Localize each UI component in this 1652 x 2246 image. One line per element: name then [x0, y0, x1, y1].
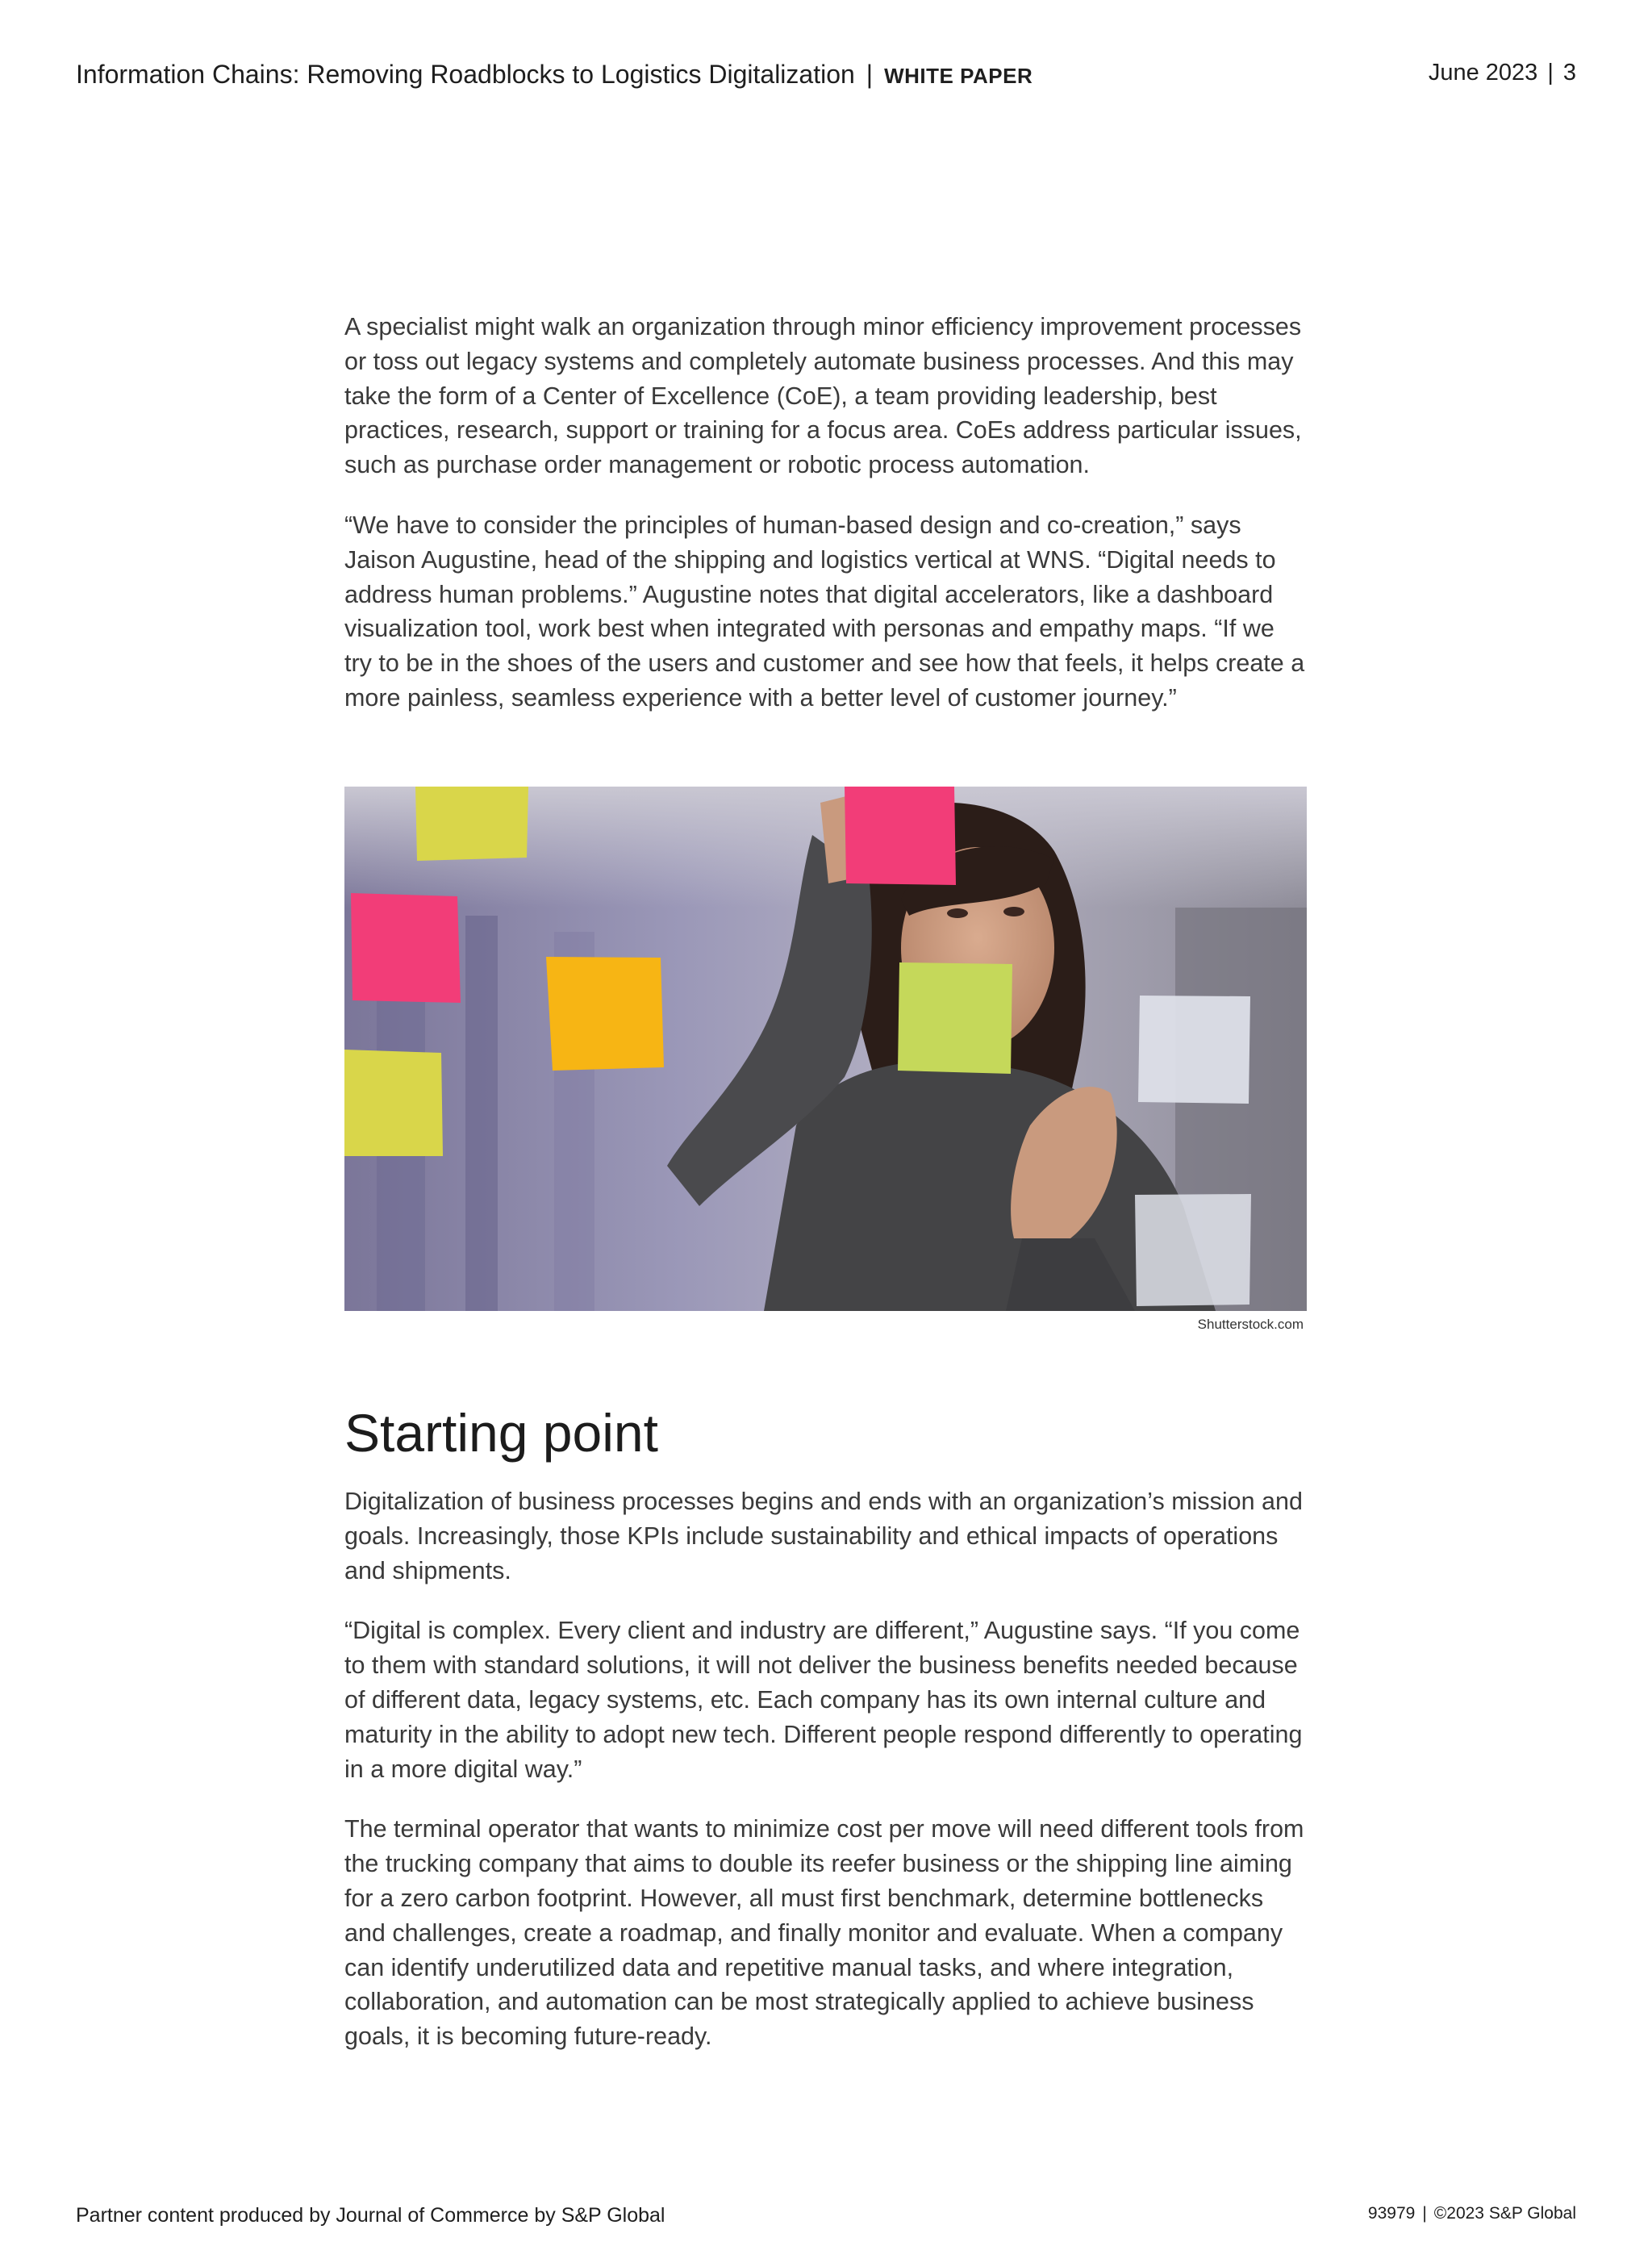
sticky-note-pink: [351, 893, 461, 1003]
woman-sticky-notes-photo: [344, 787, 1307, 1311]
document-title: Information Chains: Removing Roadblocks to Logistics Digitalization: [76, 60, 855, 89]
header-separator: |: [1547, 60, 1554, 86]
publication-date: June 2023: [1428, 60, 1538, 86]
header-date-page: [1429, 60, 1576, 86]
page-number: 3: [1562, 60, 1576, 86]
sticky-note-yellow: [415, 787, 528, 861]
sticky-note-white: [1138, 996, 1250, 1104]
photo-credit: Shutterstock.com: [1197, 1317, 1304, 1332]
sticky-note-lime: [898, 962, 1012, 1074]
photo-figure: [344, 787, 1307, 1333]
paragraph: Digitalization of business processes begins and ends with an organization’s mission and goals. Increasingly, those KPIs include sustainability and ethical impacts of operations and shipments.: [344, 1488, 1303, 1584]
paragraph: A specialist might walk an organization through minor efficiency improvement processes or toss out legacy systems and completely automate business processes. And this may take the form of a Center of Excellence (CoE), a team providing leadership, best practices, research, support or training for a focus area. CoEs address particular issues, such as purchase order management or robotic process automation.: [344, 313, 1302, 479]
paragraph: The terminal operator that wants to minimize cost per move will need different tools from the trucking company that aims to double its reefer business or the shipping line aiming for a zero carbon footprint. However, all must first benchmark, determine bottlenecks and challenges, create a roadmap, and finally monitor and evaluate. When a company can identify underutilized data and repetitive manual tasks, and where integration, collaboration, and automation can be most strategically applied to achieve business goals, it is becoming future-ready.: [344, 1815, 1304, 2051]
header-separator: |: [866, 60, 874, 89]
header-title-group: [76, 60, 1032, 90]
partner-credit: Partner content produced by Journal of Commerce by S&P Global: [76, 2204, 665, 2227]
paragraph: “Digital is complex. Every client and industry are different,” Augustine says. “If you come to them with standard solutions, it will not deliver the business benefits needed because of different data, legacy systems, etc. Each company has its own internal culture and maturity in the ability to adopt new tech. Different people respond differently to operating in a more digital way.”: [344, 1617, 1303, 1783]
sticky-note-pink: [845, 787, 956, 885]
page-header: [76, 60, 1576, 100]
document-code: 93979: [1367, 2204, 1416, 2223]
section-heading: Starting point: [344, 1403, 658, 1463]
document-type-tag: WHITE PAPER: [884, 64, 1033, 88]
footer-copyright-group: [1368, 2204, 1576, 2223]
starting-point-section: [344, 1401, 1307, 2080]
paragraph: “We have to consider the principles of human-based design and co-creation,” says Jaison Augustine, head of the shipping and logistics vertical at WNS. “Digital needs to address human problems.” Augustine notes that digital accelerators, like a dashboard visualization tool, work best when integrated with personas and empathy maps. “If we try to be in the shoes of the users and customer and see how that feels, it helps create a more painless, seamless experience with a better level of customer journey.”: [344, 511, 1305, 712]
intro-text: [344, 310, 1307, 741]
sticky-note-yellow: [344, 1050, 443, 1156]
sticky-note-white: [1135, 1194, 1251, 1306]
footer-separator: |: [1422, 2204, 1427, 2223]
copyright: ©2023 S&P Global: [1433, 2204, 1576, 2223]
sticky-note-orange: [546, 957, 664, 1071]
